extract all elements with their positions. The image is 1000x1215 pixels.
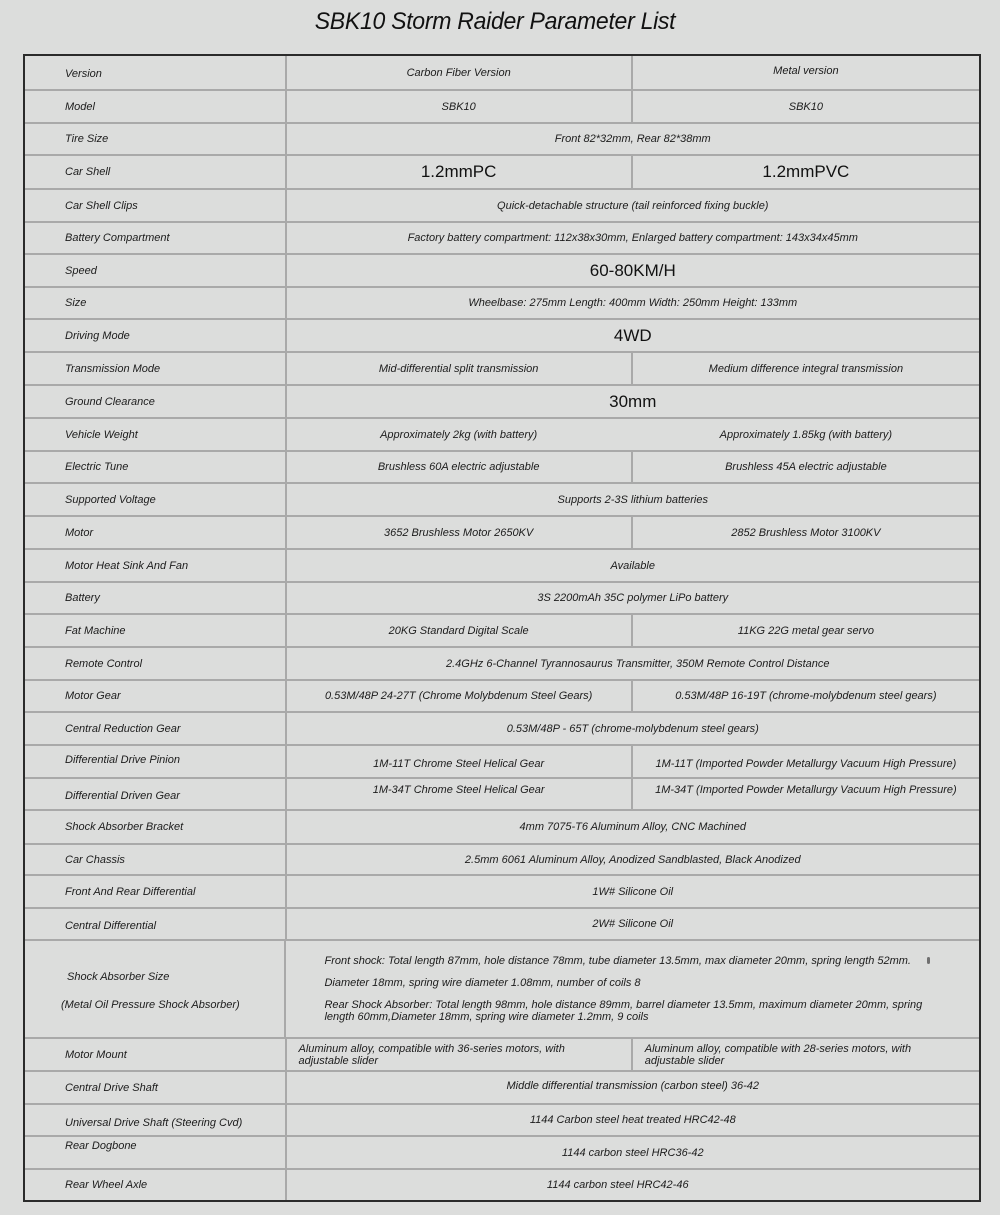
carbon-fiber-value: 3652 Brushless Motor 2650KV <box>287 517 633 548</box>
row-label: Motor Mount <box>25 1039 287 1070</box>
table-row-model <box>25 89 979 122</box>
table-row-motor-mount <box>25 1037 979 1070</box>
table-row-shock-absorber-size <box>25 939 979 1037</box>
shared-value: 1144 carbon steel HRC36-42 <box>561 1146 704 1159</box>
shared-value: 1W# Silicone Oil <box>592 885 674 898</box>
shared-value: Factory battery compartment: 112x38x30mm, Enlarged battery compartment: 143x34x45mm <box>407 232 858 244</box>
table-row-transmission-mode <box>25 351 979 384</box>
table-row-car-chassis <box>25 843 979 874</box>
row-label: Central Differential <box>25 909 287 939</box>
metal-value: 1M-11T (Imported Powder Metallurgy Vacuum High Pressure) <box>655 757 957 770</box>
row-label: Fat Machine <box>25 615 287 646</box>
metal-value: 1.2mmPVC <box>762 162 850 181</box>
shared-value: 2.5mm 6061 Aluminum Alloy, Anodized Sandblasted, Black Anodized <box>464 853 801 866</box>
carbon-fiber-value: 1M-34T Chrome Steel Helical Gear <box>287 779 633 809</box>
row-label <box>25 941 286 1037</box>
shock-label-subtitle: (Metal Oil Pressure Shock Absorber) <box>61 999 240 1011</box>
row-label: Size <box>25 288 287 318</box>
metal-value: 0.53M/48P 16-19T (chrome-molybdenum steel gears) <box>675 690 937 702</box>
row-label: Car Shell <box>25 156 287 188</box>
shared-value: 1144 Carbon steel heat treated HRC42-48 <box>529 1114 736 1126</box>
table-row-size <box>25 286 979 318</box>
table-row-vehicle-weight <box>25 417 979 450</box>
metal-value: 2852 Brushless Motor 3100KV <box>731 526 881 539</box>
row-label: Rear Wheel Axle <box>25 1170 287 1200</box>
row-label: Ground Clearance <box>25 386 287 417</box>
table-row-fat-machine <box>25 613 979 646</box>
page-title: SBK10 Storm Raider Parameter List <box>314 8 676 35</box>
shared-value: Middle differential transmission (carbon steel) 36-42 <box>506 1079 760 1092</box>
shared-value: 3S 2200mAh 35C polymer LiPo battery <box>537 592 729 604</box>
row-label: Differential Driven Gear <box>25 779 287 809</box>
carbon-fiber-value: SBK10 <box>287 91 633 122</box>
carbon-fiber-value: Mid-differential split transmission <box>287 353 633 384</box>
table-row-central-differential <box>25 907 979 939</box>
shared-value: 30mm <box>609 391 657 411</box>
carbon-fiber-value: 20KG Standard Digital Scale <box>287 615 633 646</box>
parameter-table <box>23 54 981 1202</box>
row-label: Driving Mode <box>25 320 287 351</box>
metal-value: 1M-34T (Imported Powder Metallurgy Vacuum High Pressure) <box>655 784 957 796</box>
table-row-ground-clearance <box>25 384 979 417</box>
rear-shock-spec: Rear Shock Absorber: Total length 98mm, hole distance 89mm, barrel diameter 13.5mm, maximum diameter 20mm, spring length 60mm,Diameter 18mm, spring wire diameter 1.2mm, 9 coils <box>324 999 923 1023</box>
table-row-version <box>25 56 979 89</box>
row-label: Electric Tune <box>25 452 287 482</box>
metal-value: Metal version <box>773 64 839 77</box>
table-row-tire-size <box>25 122 979 154</box>
motor-mount-metal-text: Aluminum alloy, compatible with 28-series motors, with adjustable slider <box>644 1042 912 1067</box>
carbon-fiber-value: 0.53M/48P 24-27T (Chrome Molybdenum Steel Gears) <box>287 681 633 711</box>
shared-value: 4WD <box>613 325 652 345</box>
table-row-rear-dogbone <box>25 1135 979 1168</box>
row-label: Version <box>25 56 287 89</box>
table-row-battery <box>25 581 979 613</box>
shared-value: Available <box>610 559 655 572</box>
table-row-rear-wheel-axle <box>25 1168 979 1200</box>
motor-mount-carbon-text: Aluminum alloy, compatible with 36-series motors, with adjustable slider <box>298 1042 565 1067</box>
row-label: Battery Compartment <box>25 223 287 253</box>
table-row-central-drive-shaft <box>25 1070 979 1103</box>
carbon-fiber-value: Brushless 60A electric adjustable <box>287 452 633 482</box>
table-row-electric-tune <box>25 450 979 482</box>
row-label: Central Reduction Gear <box>25 713 287 744</box>
table-row-battery-compartment <box>25 221 979 253</box>
shared-value: Front 82*32mm, Rear 82*38mm <box>554 133 711 145</box>
row-label: Model <box>25 91 287 122</box>
table-row-shock-absorber-bracket <box>25 809 979 843</box>
shared-value: 0.53M/48P - 65T (chrome-molybdenum steel gears) <box>506 722 759 735</box>
table-row-differential-driven-gear <box>25 777 979 809</box>
row-label: Car Chassis <box>25 845 287 874</box>
table-row-central-reduction-gear <box>25 711 979 744</box>
shared-value: 60-80KM/H <box>589 260 676 280</box>
metal-value: Brushless 45A electric adjustable <box>725 461 887 473</box>
row-label: Universal Drive Shaft (Steering Cvd) <box>25 1105 287 1135</box>
front-shock-spring-spec: Diameter 18mm, spring wire diameter 1.08mm, number of coils 8 <box>324 977 641 989</box>
shock-label-title: Shock Absorber Size <box>67 971 170 983</box>
table-row-remote-control <box>25 646 979 679</box>
row-label: Rear Dogbone <box>25 1137 287 1168</box>
table-row-front-rear-differential <box>25 874 979 907</box>
row-label: Car Shell Clips <box>25 190 287 221</box>
carbon-fiber-value: 1.2mmPC <box>287 156 633 188</box>
row-label: Differential Drive Pinion <box>25 746 287 777</box>
shared-value: 2W# Silicone Oil <box>592 918 674 930</box>
front-shock-spec: Front shock: Total length 87mm, hole distance 78mm, tube diameter 13.5mm, max diameter 20mm, spring length 52mm. <box>324 955 911 967</box>
row-label: Speed <box>25 255 287 286</box>
metal-value: Medium difference integral transmission <box>708 362 904 375</box>
row-label: Central Drive Shaft <box>25 1072 287 1103</box>
metal-value <box>633 1039 979 1070</box>
table-row-motor-gear <box>25 679 979 711</box>
metal-value: 11KG 22G metal gear servo <box>737 624 874 637</box>
carbon-fiber-value: Approximately 2kg (with battery) <box>380 428 538 441</box>
row-label: Battery <box>25 583 287 613</box>
carbon-fiber-value <box>287 1039 633 1070</box>
table-row-car-shell-clips <box>25 188 979 221</box>
shared-value: 4mm 7075-T6 Aluminum Alloy, CNC Machined <box>519 821 746 833</box>
shared-value: Wheelbase: 275mm Length: 400mm Width: 250mm Height: 133mm <box>468 297 798 309</box>
row-label: Motor Heat Sink And Fan <box>25 550 287 581</box>
row-label: Remote Control <box>25 648 287 679</box>
metal-value: Approximately 1.85kg (with battery) <box>719 428 893 441</box>
shared-value: 1144 carbon steel HRC42-46 <box>546 1179 689 1191</box>
shared-value: 2.4GHz 6-Channel Tyrannosaurus Transmitter, 350M Remote Control Distance <box>445 657 830 670</box>
row-label: Motor Gear <box>25 681 287 711</box>
row-label: Shock Absorber Bracket <box>25 811 287 843</box>
table-row-universal-drive-shaft <box>25 1103 979 1135</box>
table-row-car-shell <box>25 154 979 188</box>
metal-value: SBK10 <box>788 100 823 113</box>
table-row-motor-heat-sink <box>25 548 979 581</box>
table-row-motor <box>25 515 979 548</box>
row-label: Vehicle Weight <box>25 419 287 450</box>
stray-mark <box>927 957 930 964</box>
row-label: Front And Rear Differential <box>25 876 287 907</box>
table-row-differential-drive-pinion <box>25 744 979 777</box>
row-label: Tire Size <box>25 124 287 154</box>
row-label: Transmission Mode <box>25 353 287 384</box>
shared-value: Supports 2-3S lithium batteries <box>557 493 708 506</box>
carbon-fiber-value: Carbon Fiber Version <box>287 56 633 89</box>
carbon-fiber-value: 1M-11T Chrome Steel Helical Gear <box>287 746 633 777</box>
table-row-supported-voltage <box>25 482 979 515</box>
shared-value: Quick-detachable structure (tail reinforced fixing buckle) <box>497 199 769 212</box>
row-label: Motor <box>25 517 287 548</box>
shock-specs <box>286 941 979 1037</box>
table-row-speed <box>25 253 979 286</box>
table-row-driving-mode <box>25 318 979 351</box>
row-label: Supported Voltage <box>25 484 287 515</box>
